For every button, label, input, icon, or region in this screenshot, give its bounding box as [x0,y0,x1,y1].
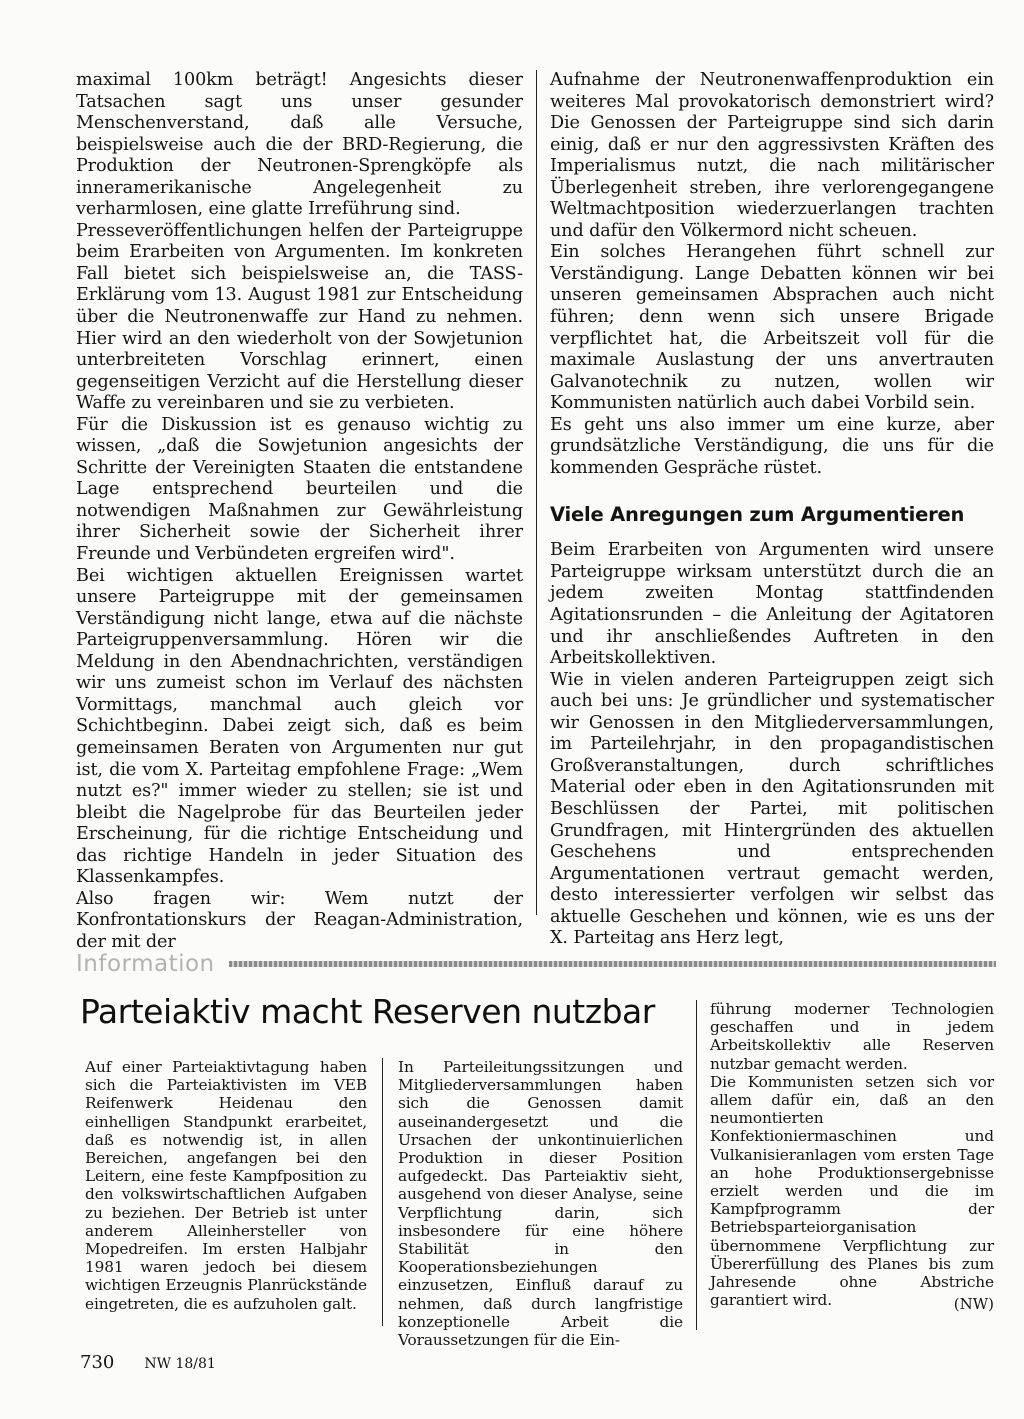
column-divider [382,1058,383,1326]
info-column-1 [85,1058,367,1313]
signoff: (NW) [953,1295,994,1313]
page-number: 730 [80,1352,115,1373]
information-label: Information [76,951,215,977]
info-column-3 [710,1000,994,1309]
paragraph: Es geht uns also immer um eine kurze, aber grundsätzliche Verständigung, die uns für die kommenden Gespräche rüstet. [550,414,994,478]
decorative-rule [229,961,996,967]
paragraph: Also fragen wir: Wem nutzt der Konfrontationskurs der Reagan-Administration, der mit der [76,888,523,952]
paragraph: Bei wichtigen aktuellen Ereignissen wartet unsere Parteigruppe mit der gemeinsamen Verständigung nicht lange, etwa auf die nächste Parteigruppenversammlung. Hören wir die Meldung in den Abendnachrichten, verständigen wir uns zumeist schon im Verlauf des nächsten Vormittags, manchmal auch gleich vor Schichtbeginn. Dabei zeigt sich, daß es beim gemeinsamen Beraten von Argumenten nur gut ist, die vom X. Parteitag empfohlene Frage: „Wem nutzt es?" immer wieder zu stellen; sie ist und bleibt die Nagelprobe für das Beurteilen jeder Erscheinung, für die richtige Entscheidung und das richtige Handeln in jeder Situation des Klassenkampfes. [76,565,523,888]
paragraph: Aufnahme der Neutronenwaffenproduktion ein weiteres Mal provokatorisch demonstriert wird? Die Genossen der Parteigruppe sind sich darin einig, daß er nur den aggressivsten Kräften des Imperialismus nutzt, die nach militärischer Überlegenheit streben, ihre verlorengegangene Weltmachtposition wiederzuerlangen trachten und dafür den Völkermord nicht scheuen. [550,70,994,241]
information-bar [76,952,996,976]
info-headline: Parteiaktiv macht Reserven nutzbar [80,992,655,1031]
subheading: Viele Anregungen zum Argumentieren [550,503,965,527]
paragraph: Die Kommunisten setzen sich vor allem dafür ein, daß an den neumontierten Konfektioniermaschinen und Vulkanisieranlagen vom ersten Tage an hohe Produktionsergebnisse erzielt werden und die im Kampfprogramm der Betriebsparteiorganisation übernommene Verpflichtung zur Übererfüllung des Planes bis zum Jahresende ohne Abstriche garantiert wird. [710,1072,994,1310]
article-column-left [76,70,523,953]
paragraph: führung moderner Technologien geschaffen und in jedem Arbeitskollektiv alle Reserven nutzbar gemacht werden. [710,1000,994,1073]
article-column-right [550,70,994,950]
paragraph: maximal 100km beträgt! Angesichts dieser Tatsachen sagt uns unser gesunder Menschenverstand, daß alle Versuche, beispielsweise auch die der BRD-Regierung, die Produktion der Neutronen-Sprengköpfe als inneramerikanische Angelegenheit zu verharmlosen, eine glatte Irreführung sind. [76,70,523,220]
paragraph: Wie in vielen anderen Parteigruppen zeigt sich auch bei uns: Je gründlicher und systematischer wir Genossen in den Mitgliederversammlungen, im Parteilehrjahr, in den propagandistischen Großveranstaltungen, durch schriftliches Material oder eben in den Agitationsrunden mit Beschlüssen der Partei, mit politischen Grundfragen, mit Hintergründen des aktuellen Geschehens und entsprechenden Argumentationen vertraut gemacht werden, desto interessierter verfolgen wir selbst das aktuelle Geschehen und können, wie es uns der X. Parteitag ans Herz legt, [550,669,994,949]
paragraph: Presseveröffentlichungen helfen der Parteigruppe beim Erarbeiten von Argumenten. Im konkreten Fall bietet sich beispielsweise an, die TASS-Erklärung vom 13. August 1981 zur Entscheidung über die Neutronenwaffe zur Hand zu nehmen. Hier wird an den wiederholt von der Sowjetunion unterbreiteten Vorschlag erinnert, einen gegenseitigen Verzicht auf die Herstellung dieser Waffe zu vereinbaren und sie zu verbieten. [76,220,523,414]
column-divider [536,70,537,915]
paragraph: Für die Diskussion ist es genauso wichtig zu wissen, „daß die Sowjetunion angesichts der Schritte der Vereinigten Staaten die entstandene Lage entsprechend beurteilen und die notwendigen Maßnahmen zur Gewährleistung ihrer Sicherheit sowie der Sicherheit ihrer Freunde und Verbündeten ergreifen wird". [76,414,523,565]
paragraph: In Parteileitungssitzungen und Mitgliederversammlungen haben sich die Genossen damit auseinandergesetzt und die Ursachen der unkontinuierlichen Produktion in dieser Position aufgedeckt. Das Parteiaktiv sieht, ausgehend von dieser Analyse, seine Verpflichtung darin, sich insbesondere für eine höhere Stabilität in den Kooperationsbeziehungen einzusetzen, Einfluß darauf zu nehmen, daß durch langfristige konzeptionelle Arbeit die Voraussetzungen für die Ein- [398,1058,683,1350]
page-footer [80,1352,216,1373]
paragraph: Beim Erarbeiten von Argumenten wird unsere Parteigruppe wirksam unterstützt durch die an jedem zweiten Montag stattfindenden Agitationsrunden – die Anleitung der Agitatoren und ihr anschließendes Auftreten in den Arbeitskollektiven. [550,540,994,669]
paragraph: Auf einer Parteiaktivtagung haben sich die Parteiaktivisten im VEB Reifenwerk Heidenau den einhelligen Standpunkt erarbeitet, daß es notwendig ist, in allen Bereichen, angefangen bei den Leitern, eine feste Kampfposition zu den volkswirtschaftlichen Aufgaben zu beziehen. Der Betrieb ist unter anderem Alleinhersteller von Mopedreifen. Im ersten Halbjahr 1981 waren jedoch bei diesem wichtigen Erzeugnis Planrückstände eingetreten, die es aufzuholen galt. [85,1058,367,1313]
column-divider [696,1000,697,1330]
info-column-2 [398,1058,683,1349]
issue-label: NW 18/81 [144,1356,216,1372]
paragraph: Ein solches Herangehen führt schnell zur Verständigung. Lange Debatten können wir bei unseren gemeinsamen Absprachen auch nicht führen; denn wenn sich unsere Brigade verpflichtet hat, die Arbeitszeit voll für die maximale Auslastung der uns anvertrauten Galvanotechnik zu nutzen, wollen wir Kommunisten natürlich auch dabei Vorbild sein. [550,242,994,414]
